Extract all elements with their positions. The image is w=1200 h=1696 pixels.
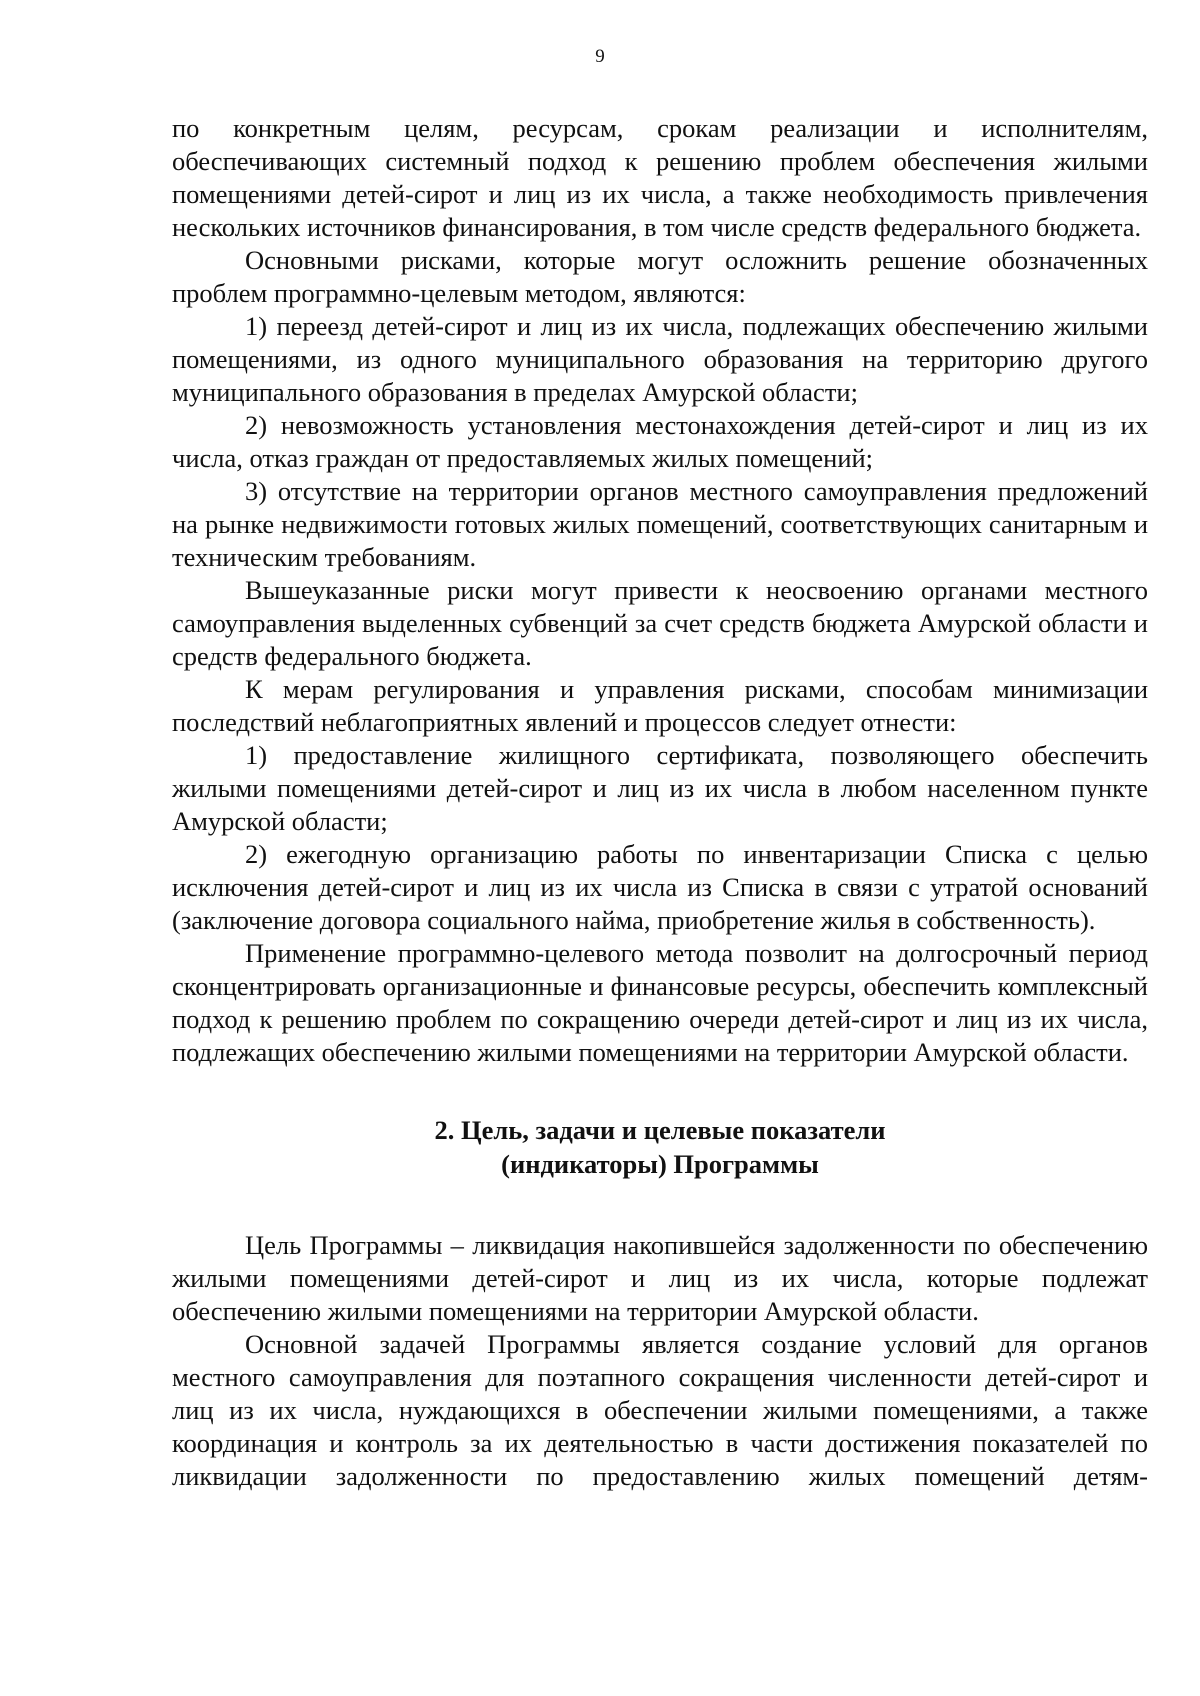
paragraph: Основными рисками, которые могут осложнить решение обозначенных проблем программно-целевым методом, являются: bbox=[172, 245, 1148, 308]
text-section-after bbox=[172, 1229, 1148, 1493]
section-heading-line-2: (индикаторы) Программы bbox=[501, 1149, 819, 1179]
paragraph: по конкретным целям, ресурсам, срокам реализации и исполнителям, обеспечивающих системный подход к решению проблем обеспечения жилыми помещениями детей-сирот и лиц из их числа, а также необходимость привлечения нескольких источников финансирования, в том числе средств федерального бюджета. bbox=[172, 113, 1148, 242]
paragraph: Вышеуказанные риски могут привести к неосвоению органами местного самоуправления выделенных субвенций за счет средств бюджета Амурской области и средств федерального бюджета. bbox=[172, 575, 1148, 671]
list-item: 1) предоставление жилищного сертификата, позволяющего обеспечить жилыми помещениями детей-сирот и лиц из их числа в любом населенном пункте Амурской области; bbox=[172, 740, 1148, 836]
paragraph: К мерам регулирования и управления рисками, способам минимизации последствий неблагоприятных явлений и процессов следует отнести: bbox=[172, 674, 1148, 737]
section-heading bbox=[172, 1113, 1148, 1181]
document-body bbox=[172, 112, 1148, 1493]
list-item: 1) переезд детей-сирот и лиц из их числа, подлежащих обеспечению жилыми помещениями, из одного муниципального образования на территорию другого муниципального образования в пределах Амурской области; bbox=[172, 311, 1148, 407]
paragraph: Применение программно-целевого метода позволит на долгосрочный период сконцентрировать организационные и финансовые ресурсы, обеспечить комплексный подход к решению проблем по сокращению очереди детей-сирот и лиц из их числа, подлежащих обеспечению жилыми помещениями на территории Амурской области. bbox=[172, 938, 1148, 1067]
paragraph: Основной задачей Программы является создание условий для органов местного самоуправления для поэтапного сокращения численности детей-сирот и лиц из их числа, нуждающихся в обеспечении жилыми помещениями, а также координация и контроль за их деятельностью в части достижения показателей по ликвидации задолженности по предоставлению жилых помещений детям- bbox=[172, 1329, 1148, 1491]
text-section-before bbox=[172, 112, 1148, 1069]
section-heading-line-1: 2. Цель, задачи и целевые показатели bbox=[434, 1115, 886, 1145]
list-item: 3) отсутствие на территории органов местного самоуправления предложений на рынке недвижимости готовых жилых помещений, соответствующих санитарным и техническим требованиям. bbox=[172, 476, 1148, 572]
page-number: 9 bbox=[595, 46, 605, 67]
list-item: 2) ежегодную организацию работы по инвентаризации Списка с целью исключения детей-сирот и лиц из их числа из Списка в связи с утратой оснований (заключение договора социального найма, приобретение жилья в собственность). bbox=[172, 839, 1148, 935]
paragraph: Цель Программы – ликвидация накопившейся задолженности по обеспечению жилыми помещениями детей-сирот и лиц из их числа, которые подлежат обеспечению жилыми помещениями на территории Амурской области. bbox=[172, 1230, 1148, 1326]
list-item: 2) невозможность установления местонахождения детей-сирот и лиц из их числа, отказ граждан от предоставляемых жилых помещений; bbox=[172, 410, 1148, 473]
